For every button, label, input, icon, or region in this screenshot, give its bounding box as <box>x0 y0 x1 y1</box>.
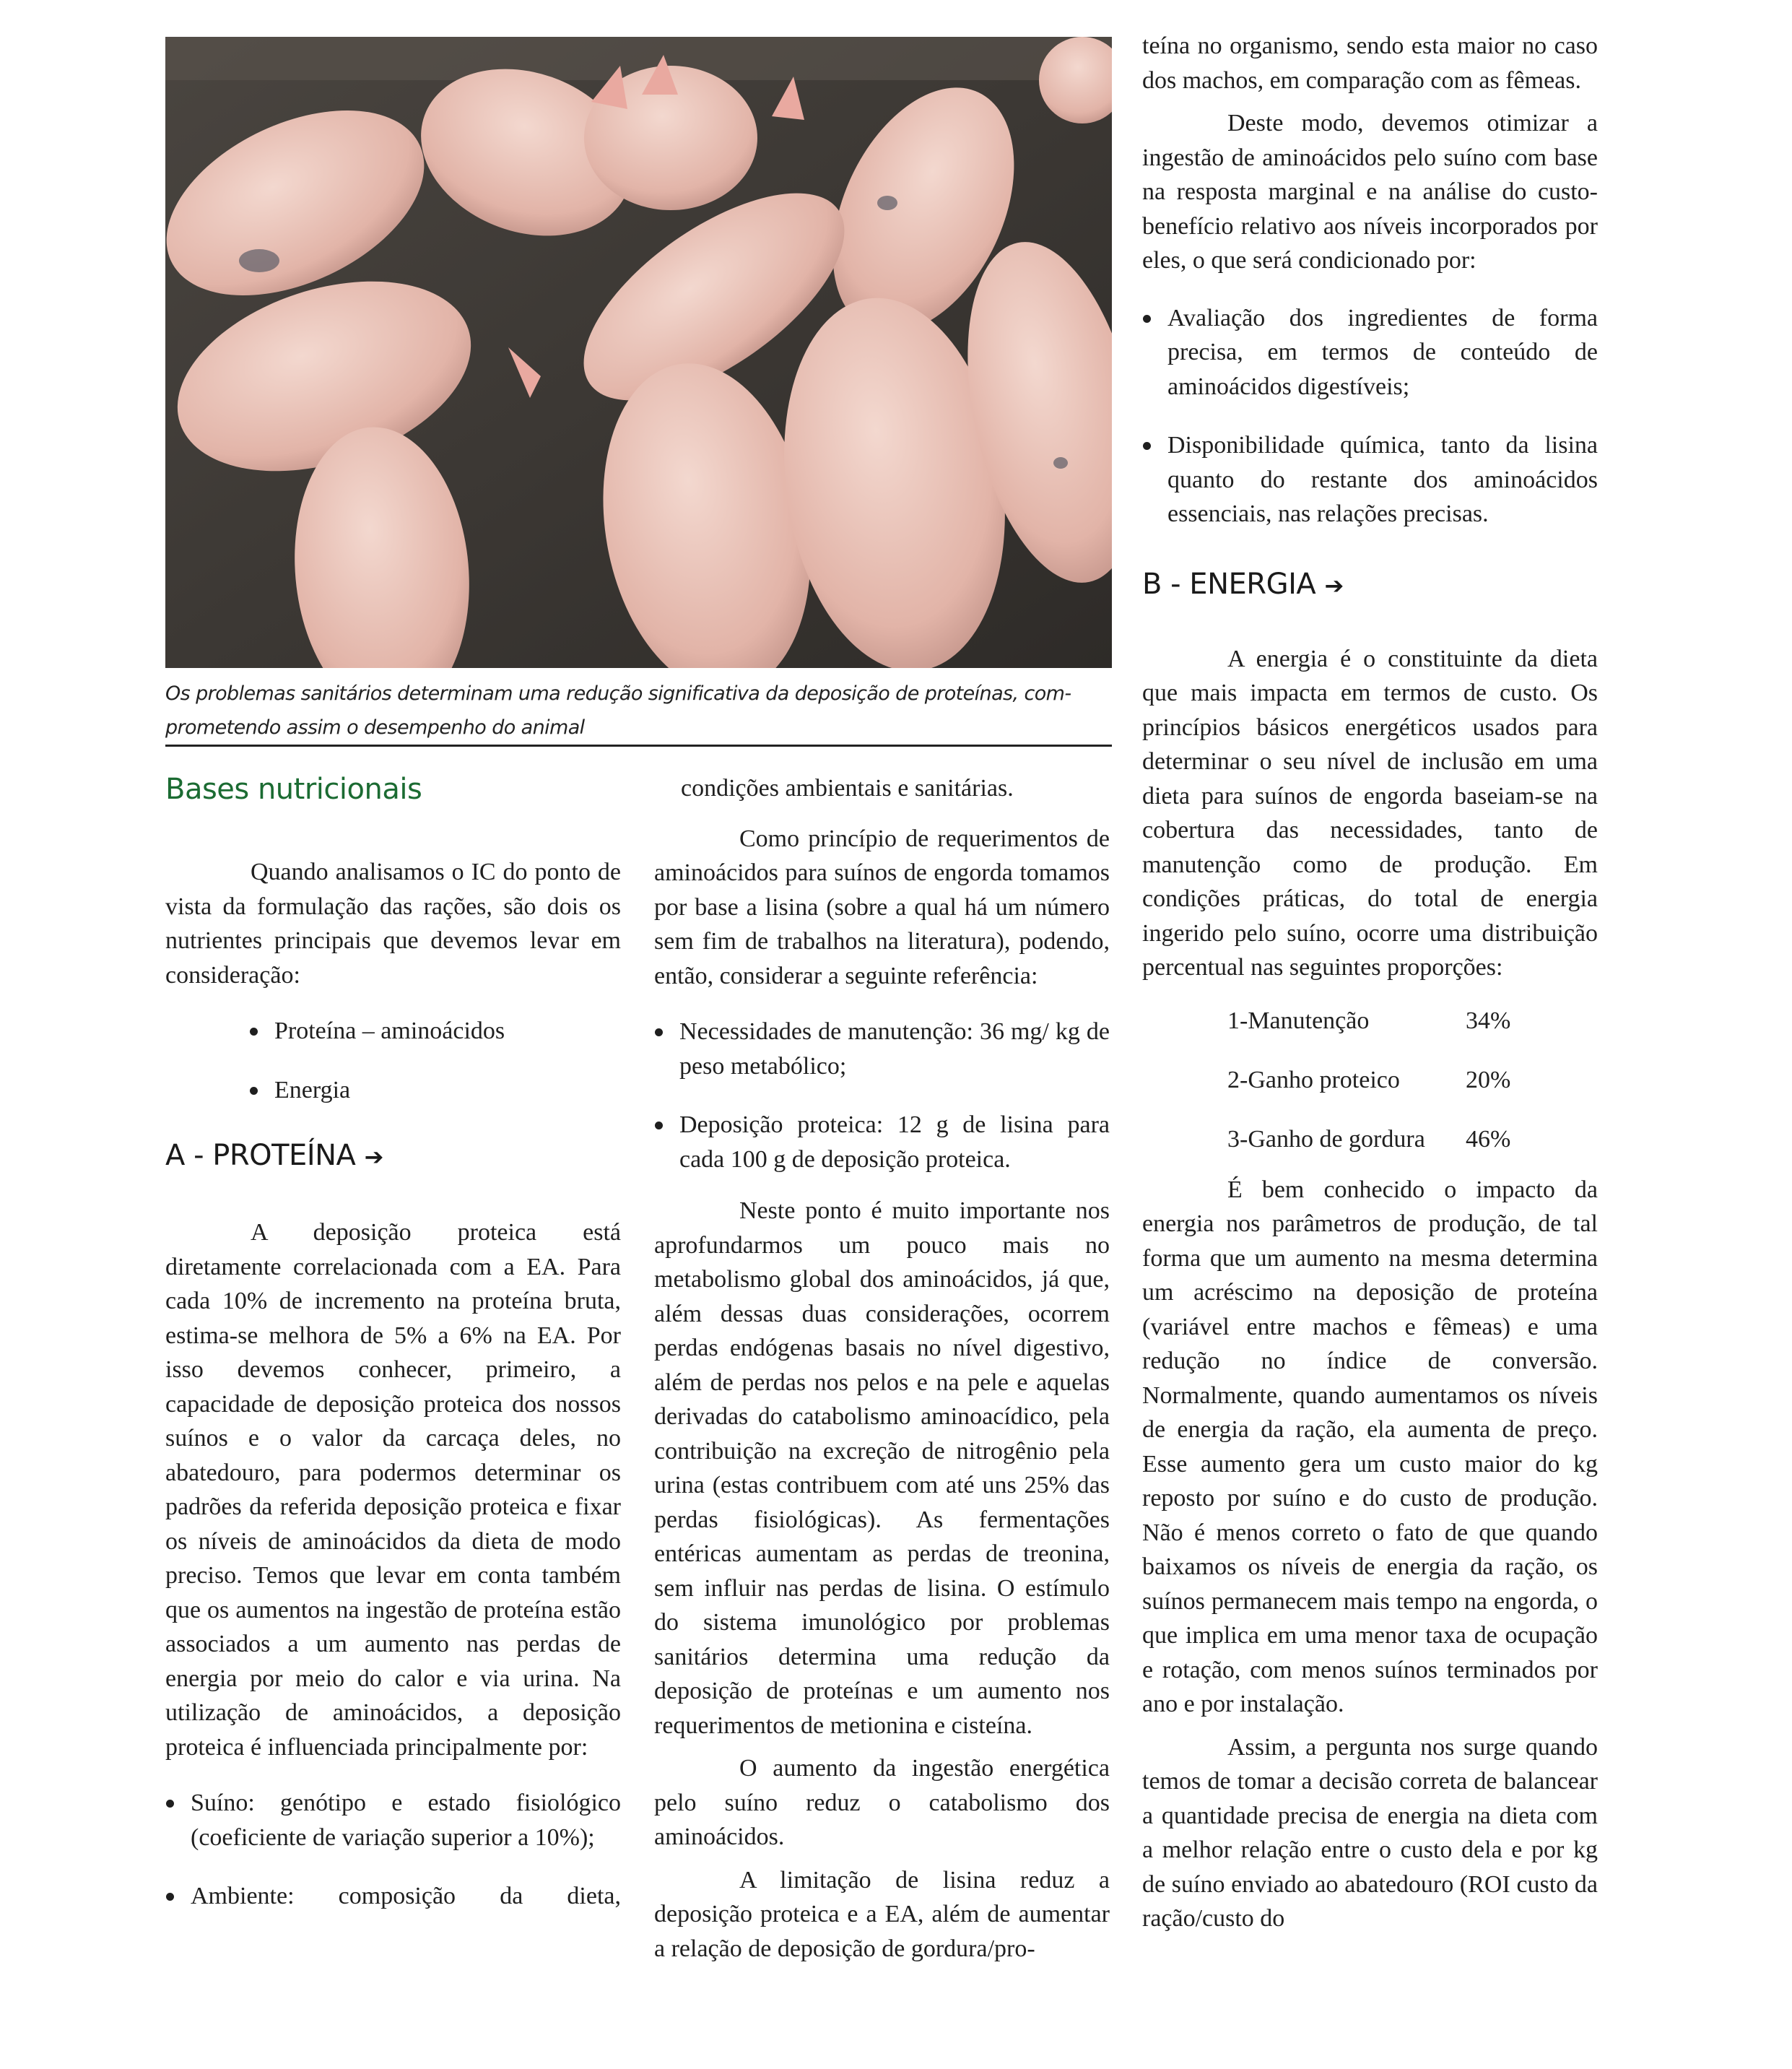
energy-paragraph: A energia é o constituinte da dieta que mais impacta em termos de custo. Os princípios básicos energéticos usados para determinar o seu nível de inclusão em uma dieta para suínos de engorda baseiam-se na cobertura das necessidades, tanto de manutenção como de produção. Em condições práticas, do total de energia ingerido pelo suíno, ocorre uma distribuição percentual nas seguintes proporções: <box>1142 645 1598 981</box>
list-item: Ambiente: composição da dieta, <box>191 1879 621 1914</box>
list-item: Suíno: genótipo e estado fisiológico (coeficiente de variação superior a 10%); <box>191 1786 621 1855</box>
pig-photo <box>165 37 1112 668</box>
caption-line-1: Os problemas sanitários determinam uma redução significativa da deposição de proteínas, com- <box>165 682 1071 705</box>
metabolism-paragraph: Neste ponto é muito importante nos aprofundarmos um pouco mais no metabolismo global dos aminoácidos, já que, além dessas duas considerações, ocorrem perdas endógenas basais no nível digestivo, além de perdas nos pelos e na pele e aquelas derivadas do catabolismo aminoacídico, pela contribuição na excreção de nitrogênio pela urina (estas contribuem com até uns 25% das perdas fisiológicas). As fermentações entéricas aumentam as perdas de treonina, sem influir nas perdas de lisina. O estímulo do sistema imunológico por problemas sanitários determina uma redução da deposição de proteínas e um aumento nos requerimentos de metionina e cisteína. <box>654 1197 1110 1739</box>
continuation-text: teína no organismo, sendo esta maior no caso dos machos, em comparação com as fêmeas. <box>1142 32 1598 94</box>
list-item: Disponibilidade química, tanto da lisina quanto do restante dos aminoácidos essenciais, nas relações precisas. <box>1167 428 1598 532</box>
energy-distribution-table <box>1142 988 1598 1168</box>
arrow-right-icon: ➔ <box>364 1143 383 1171</box>
nutrient-list <box>274 1014 621 1107</box>
bullet-icon <box>655 1122 663 1129</box>
condition-list <box>1167 301 1598 532</box>
list-item: Avaliação dos ingredientes de forma precisa, em termos de conteúdo de aminoácidos digestíveis; <box>1167 301 1598 404</box>
continuation-text: condições ambientais e sanitárias. <box>681 775 1014 802</box>
bullet-icon <box>166 1800 174 1808</box>
distribution-label: 3-Ganho de gordura <box>1227 1125 1425 1153</box>
bullet-icon <box>1143 442 1151 450</box>
list-item: Deposição proteica: 12 g de lisina para cada 100 g de deposição proteica. <box>679 1108 1110 1176</box>
bullet-icon <box>250 1028 258 1036</box>
photo-caption <box>165 677 1104 745</box>
energy-intake-paragraph: O aumento da ingestão energética pelo suíno reduz o catabolismo dos aminoácidos. <box>654 1755 1110 1850</box>
distribution-value: 46% <box>1466 1125 1511 1153</box>
proteina-paragraph: A deposição proteica está diretamente correlacionada com a EA. Para cada 10% de incremento na proteína bruta, estima-se melhora de 5% a 6% na EA. Por isso devemos conhecer, primeiro, a capacidade de deposição proteica dos nossos suínos e o valor da carcaça deles, no abatedouro, para podermos determinar os padrões da referida deposição proteica e fixar os níveis de aminoácidos da dieta de modo preciso. Temos que levar em conta também que os aumentos na ingestão de proteína estão associados a um aumento nas perdas de energia por meio do calor e via urina. Na utilização de aminoácidos, a deposição proteica é influenciada principalmente por: <box>165 1219 621 1761</box>
list-item: Necessidades de manutenção: 36 mg/ kg de peso metabólico; <box>679 1015 1110 1083</box>
distribution-label: 1-Manutenção <box>1227 1007 1370 1034</box>
factor-list <box>191 1786 621 1914</box>
distribution-value: 34% <box>1466 1007 1511 1034</box>
distribution-label: 2-Ganho proteico <box>1227 1066 1400 1093</box>
intro-paragraph: Quando analisamos o IC do ponto de vista da formulação das rações, são dois os nutrientes principais que devemos levar em consideração: <box>165 859 621 989</box>
middle-column <box>654 771 1110 1966</box>
bullet-icon <box>655 1028 663 1036</box>
section-title-energia: B - ENERGIA ➔ <box>1142 567 1344 601</box>
bullet-icon <box>166 1893 174 1901</box>
arrow-right-icon: ➔ <box>1324 571 1344 599</box>
left-column <box>165 773 621 1914</box>
bullet-icon <box>1143 315 1151 323</box>
reference-list <box>679 1015 1110 1176</box>
section-title-proteina: A - PROTEÍNA ➔ <box>165 1139 383 1172</box>
distribution-value: 20% <box>1466 1066 1511 1093</box>
right-column <box>1142 29 1598 1936</box>
section-title-bases: Bases nutricionais <box>165 773 422 806</box>
pigs-illustration <box>165 37 1112 668</box>
optimize-paragraph: Deste modo, devemos otimizar a ingestão de aminoácidos pelo suíno com base na resposta marginal e na análise do custo-benefício relativo aos níveis incorporados por eles, o que será condicionado por: <box>1142 110 1598 274</box>
aminoacid-paragraph: Como princípio de requerimentos de aminoácidos para suínos de engorda tomamos por base a lisina (sobre a qual há um número sem fim de trabalhos na literatura), podendo, então, considerar a seguinte referência: <box>654 825 1110 989</box>
lysine-paragraph: A limitação de lisina reduz a deposição proteica e a EA, além de aumentar a relação de deposição de gordura/pro- <box>654 1866 1110 1962</box>
bullet-icon <box>250 1087 258 1095</box>
list-item: Proteína – aminoácidos <box>274 1014 621 1049</box>
impact-paragraph: É bem conhecido o impacto da energia nos parâmetros de produção, de tal forma que um aumento na mesma determina um acréscimo na deposição de proteína (variável entre machos e fêmeas) e uma redução no índice de conversão. Normalmente, quando aumentamos os níveis de energia da ração, ela aumenta de preço. Esse aumento gera um custo maior do kg reposto por suíno e do custo de produção. Não é menos correto o fato de que quando baixamos os níveis de energia da ração, os suínos permanecem mais tempo na engorda, o que implica em uma menor taxa de ocupação e rotação, com menos suínos terminados por ano e por instalação. <box>1142 1176 1598 1717</box>
question-paragraph: Assim, a pergunta nos surge quando temos de tomar a decisão correta de balancear a quantidade precisa de energia na dieta com a melhor relação entre o custo dela e por kg de suíno enviado ao abatedouro (ROI custo da ração/custo do <box>1142 1733 1598 1932</box>
caption-rule <box>165 745 1112 747</box>
list-item: Energia <box>274 1073 621 1108</box>
caption-line-2: prometendo assim o desempenho do animal <box>165 716 585 739</box>
